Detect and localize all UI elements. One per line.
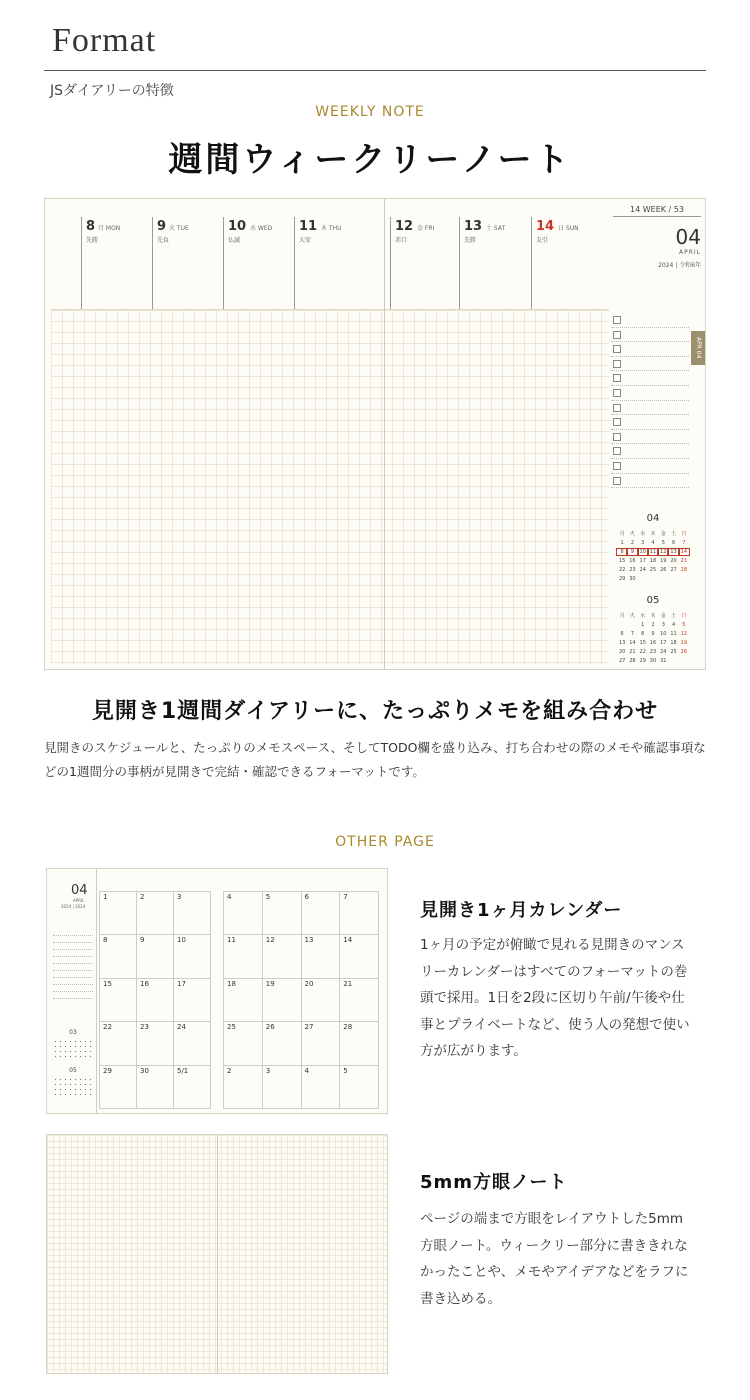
todo-row — [611, 430, 689, 445]
monthly-day-cell: 4 — [224, 892, 263, 935]
title-divider — [44, 70, 706, 71]
mini-calendar-day: 27 — [670, 567, 677, 573]
monthly-year: 2024 | 2024 — [61, 904, 86, 909]
year-line: 2024 | 令和6年 — [658, 262, 701, 269]
day-column — [294, 217, 364, 309]
todo-row — [611, 459, 689, 474]
weekly-spread-image — [44, 198, 706, 670]
mini-calendar-day: 31 — [660, 658, 667, 664]
monthly-day-cell: 28 — [340, 1022, 379, 1065]
checkbox-icon — [613, 316, 621, 324]
todo-row — [611, 415, 689, 430]
rokuyo-label: 友引 — [536, 237, 549, 244]
mini-calendar-day: 5 — [661, 540, 665, 546]
monthly-day-cell: 26 — [263, 1022, 302, 1065]
mini-calendar-day: 25 — [670, 649, 677, 655]
grid-note-image — [46, 1134, 388, 1374]
page-subtitle: JSダイアリーの特徴 — [50, 83, 174, 99]
mini-calendar-day: 17 — [639, 558, 646, 564]
mini-calendar-weekday: 月 — [619, 613, 625, 619]
mini-calendar-day: 7 — [630, 631, 635, 637]
mini-calendar-day: 1 — [620, 540, 624, 546]
day-number: 11 — [299, 219, 318, 234]
mini-calendar-weekday: 土 — [671, 531, 677, 537]
monthly-mini-title: 05 — [69, 1067, 77, 1074]
checkbox-icon — [613, 374, 621, 382]
mini-calendar-weekday: 火 — [629, 613, 635, 619]
mini-calendar-day: 5 — [682, 622, 686, 628]
month-index-tab: APR 04 — [691, 331, 705, 365]
mini-calendar-day: 12 — [660, 549, 667, 555]
rokuyo-label: 先負 — [157, 237, 170, 244]
day-number: 13 — [464, 219, 483, 234]
monthly-day-cell: 18 — [224, 979, 263, 1022]
mini-calendar-day: 14 — [629, 640, 636, 646]
todo-list — [611, 313, 689, 488]
mini-calendar-day: 30 — [649, 658, 657, 664]
day-name: 金 FRI — [417, 225, 435, 232]
section-label-other: OTHER PAGE — [335, 834, 435, 850]
feature-heading: 見開き1週間ダイアリーに、たっぷりメモを組み合わせ — [91, 699, 659, 724]
monthly-day-cell: 15 — [100, 979, 137, 1022]
todo-row — [611, 313, 689, 328]
rokuyo-label: 先勝 — [464, 237, 477, 244]
mini-calendar-day — [627, 622, 637, 628]
monthly-day-cell: 13 — [302, 935, 341, 978]
mini-calendar-day: 1 — [641, 622, 645, 628]
grid-note-text: ページの端まで方眼をレイアウトした5mm方眼ノート。ウィークリー部分に書ききれなかったことや、メモやアイデアなどをラフに書き込める。 — [420, 1211, 689, 1307]
section-title-weekly: 週間ウィークリーノート — [168, 140, 572, 180]
mini-calendar-day: 15 — [639, 640, 646, 646]
monthly-mini-calendar — [53, 1067, 93, 1097]
mini-calendar-weekday: 日 — [681, 531, 687, 537]
checkbox-icon — [613, 404, 621, 412]
checkbox-icon — [613, 447, 621, 455]
mini-calendar-day: 4 — [671, 622, 676, 628]
mini-calendar-day: 8 — [617, 549, 627, 555]
checkbox-icon — [613, 331, 621, 339]
rokuyo-label: 仏滅 — [228, 237, 241, 244]
rokuyo-label: 先勝 — [86, 237, 99, 244]
day-number: 8 — [86, 219, 96, 234]
mini-calendar-day: 11 — [649, 549, 657, 555]
week-info — [613, 205, 701, 269]
monthly-mini-calendar — [53, 1029, 93, 1059]
mini-calendar-day: 10 — [660, 631, 667, 637]
day-number: 9 — [157, 219, 167, 234]
todo-row — [611, 474, 689, 489]
mini-calendar-title: 04 — [646, 513, 660, 524]
section-label-weekly: WEEKLY NOTE — [315, 104, 425, 120]
day-number: 14 — [536, 219, 555, 234]
monthly-day-cell: 20 — [302, 979, 341, 1022]
mini-calendar-day: 29 — [618, 576, 626, 582]
rokuyo-label: 赤口 — [395, 237, 408, 244]
monthly-title: 見開き1ヶ月カレンダー — [420, 900, 623, 921]
mini-calendar-may — [617, 595, 689, 664]
mini-calendar-day: 21 — [629, 649, 636, 655]
memo-grid — [51, 309, 609, 664]
todo-row — [611, 328, 689, 343]
monthly-day-cell: 29 — [100, 1066, 137, 1109]
mini-calendar-weekday: 日 — [681, 613, 687, 619]
monthly-day-cell: 7 — [340, 892, 379, 935]
monthly-day-cell: 22 — [100, 1022, 137, 1065]
mini-calendar-day: 25 — [649, 567, 657, 573]
mini-calendar-day: 11 — [670, 631, 677, 637]
week-number: 14 WEEK / 53 — [613, 205, 701, 217]
mini-calendar-day: 28 — [680, 567, 688, 573]
day-name: 火 TUE — [169, 225, 189, 232]
monthly-day-cell: 8 — [100, 935, 137, 978]
mini-calendar-day: 22 — [618, 567, 626, 573]
mini-calendar-day: 8 — [641, 631, 645, 637]
mini-calendar-weekday: 土 — [671, 613, 677, 619]
page-title: Format — [52, 22, 157, 59]
monthly-day-cell: 5/1 — [174, 1066, 211, 1109]
monthly-day-cell: 17 — [174, 979, 211, 1022]
mini-calendar-day: 27 — [618, 658, 626, 664]
todo-row — [611, 342, 689, 357]
mini-calendar-weekday: 金 — [660, 531, 666, 537]
monthly-mini-title: 03 — [69, 1029, 77, 1036]
mini-calendar-day: 3 — [641, 540, 645, 546]
monthly-right-grid — [223, 891, 379, 1109]
monthly-todo-lines — [53, 929, 93, 999]
month-number: 04 — [675, 225, 701, 249]
mini-calendar-weekday: 水 — [640, 531, 646, 537]
mini-calendar-day: 26 — [680, 649, 688, 655]
mini-calendar-weekday: 水 — [640, 613, 646, 619]
mini-calendar-day: 28 — [629, 658, 636, 664]
spread-fold — [217, 1135, 218, 1373]
monthly-left-grid — [99, 891, 211, 1109]
monthly-day-cell: 27 — [302, 1022, 341, 1065]
mini-calendar-day — [617, 622, 627, 628]
rokuyo-label: 大安 — [299, 237, 312, 244]
day-name: 土 SAT — [486, 225, 506, 232]
mini-calendar-day: 12 — [680, 631, 688, 637]
monthly-side-panel — [47, 869, 97, 1113]
mini-calendar-weekday: 火 — [629, 531, 635, 537]
mini-calendar-weekday: 木 — [650, 531, 656, 537]
mini-calendar-day: 9 — [651, 631, 655, 637]
mini-calendar-day: 2 — [651, 622, 655, 628]
monthly-month-number: 04 — [71, 883, 88, 898]
checkbox-icon — [613, 433, 621, 441]
mini-calendar-day: 20 — [618, 649, 626, 655]
checkbox-icon — [613, 462, 621, 470]
monthly-day-cell: 5 — [263, 892, 302, 935]
mini-calendar-day: 19 — [660, 558, 667, 564]
monthly-day-cell: 6 — [302, 892, 341, 935]
day-column — [152, 217, 220, 309]
mini-calendar-day: 30 — [629, 576, 636, 582]
monthly-day-cell: 11 — [224, 935, 263, 978]
checkbox-icon — [613, 477, 621, 485]
day-name: 水 WED — [250, 225, 273, 232]
mini-calendar-day: 14 — [680, 549, 688, 555]
monthly-day-cell: 14 — [340, 935, 379, 978]
monthly-day-cell: 25 — [224, 1022, 263, 1065]
mini-calendar-day: 15 — [618, 558, 626, 564]
checkbox-icon — [613, 418, 621, 426]
mini-calendar-day: 4 — [651, 540, 655, 546]
monthly-day-cell: 19 — [263, 979, 302, 1022]
spread-fold — [384, 199, 385, 669]
mini-calendar-day: 24 — [660, 649, 667, 655]
monthly-day-cell: 10 — [174, 935, 211, 978]
todo-row — [611, 444, 689, 459]
mini-calendar-day: 22 — [639, 649, 646, 655]
mini-calendar-day: 29 — [639, 658, 646, 664]
todo-row — [611, 357, 689, 372]
mini-calendar-title: 05 — [646, 595, 660, 606]
day-number: 12 — [395, 219, 414, 234]
mini-calendar-day: 23 — [629, 567, 636, 573]
monthly-day-cell: 4 — [302, 1066, 341, 1109]
mini-calendar-weekday: 木 — [650, 613, 656, 619]
todo-row — [611, 401, 689, 416]
monthly-day-cell: 9 — [137, 935, 174, 978]
monthly-text: 1ヶ月の予定が俯瞰で見れる見開きのマンスリーカレンダーはすべてのフォーマットの巻頭で採用。1日を2段に区切り午前/午後や仕事とプライベートなど、使う人の発想で使い方が広がります。 — [420, 937, 690, 1059]
monthly-day-cell: 3 — [174, 892, 211, 935]
day-column — [81, 217, 149, 309]
mini-calendar-day: 24 — [639, 567, 646, 573]
monthly-day-cell: 3 — [263, 1066, 302, 1109]
mini-calendar-day: 18 — [649, 558, 657, 564]
day-name: 月 MON — [98, 225, 121, 232]
monthly-day-cell: 16 — [137, 979, 174, 1022]
checkbox-icon — [613, 345, 621, 353]
mini-calendar-day: 7 — [682, 540, 686, 546]
mini-calendar-day: 20 — [670, 558, 677, 564]
mini-calendar-weekday: 金 — [660, 613, 666, 619]
mini-calendar-day: 2 — [630, 540, 635, 546]
monthly-day-cell: 2 — [224, 1066, 263, 1109]
mini-calendar-day: 6 — [671, 540, 676, 546]
monthly-day-cell: 23 — [137, 1022, 174, 1065]
day-column — [531, 217, 599, 309]
mini-calendar-day: 16 — [649, 640, 657, 646]
mini-calendar-day: 9 — [627, 549, 637, 555]
day-number: 10 — [228, 219, 247, 234]
mini-calendar-day: 18 — [670, 640, 677, 646]
mini-calendar-day: 23 — [649, 649, 657, 655]
mini-calendar-day: 21 — [680, 558, 688, 564]
mini-calendar-day: 13 — [670, 549, 677, 555]
month-name: APRIL — [678, 249, 701, 256]
todo-row — [611, 386, 689, 401]
mini-calendar-day: 26 — [660, 567, 667, 573]
monthly-day-cell: 2 — [137, 892, 174, 935]
monthly-day-cell: 1 — [100, 892, 137, 935]
day-column — [459, 217, 527, 309]
mini-calendar-weekday: 月 — [619, 531, 625, 537]
day-name: 木 THU — [321, 225, 342, 232]
mini-calendar-april — [617, 513, 689, 582]
monthly-calendar-image — [46, 868, 388, 1114]
day-column — [223, 217, 291, 309]
monthly-day-cell: 21 — [340, 979, 379, 1022]
todo-row — [611, 371, 689, 386]
feature-description: 見開きのスケジュールと、たっぷりのメモスペース、そしてTODO欄を盛り込み、打ち合わせの際のメモや確認事項などの1週間分の事柄が見開きで完結・確認できるフォーマットです。 — [44, 740, 706, 779]
grid-note-title: 5mm方眼ノート — [420, 1172, 568, 1193]
mini-calendar-day: 19 — [680, 640, 688, 646]
checkbox-icon — [613, 389, 621, 397]
monthly-day-cell: 24 — [174, 1022, 211, 1065]
day-column — [390, 217, 458, 309]
day-name: 日 SUN — [558, 225, 579, 232]
checkbox-icon — [613, 360, 621, 368]
mini-calendar-day: 3 — [661, 622, 665, 628]
mini-calendar-day: 13 — [618, 640, 626, 646]
mini-calendar-day: 6 — [620, 631, 624, 637]
monthly-day-cell: 12 — [263, 935, 302, 978]
monthly-day-cell: 30 — [137, 1066, 174, 1109]
monthly-day-cell: 5 — [340, 1066, 379, 1109]
mini-calendar-day: 17 — [660, 640, 667, 646]
monthly-month-name: APRIL — [73, 898, 85, 903]
mini-calendar-day: 10 — [639, 549, 646, 555]
mini-calendar-day: 16 — [629, 558, 636, 564]
